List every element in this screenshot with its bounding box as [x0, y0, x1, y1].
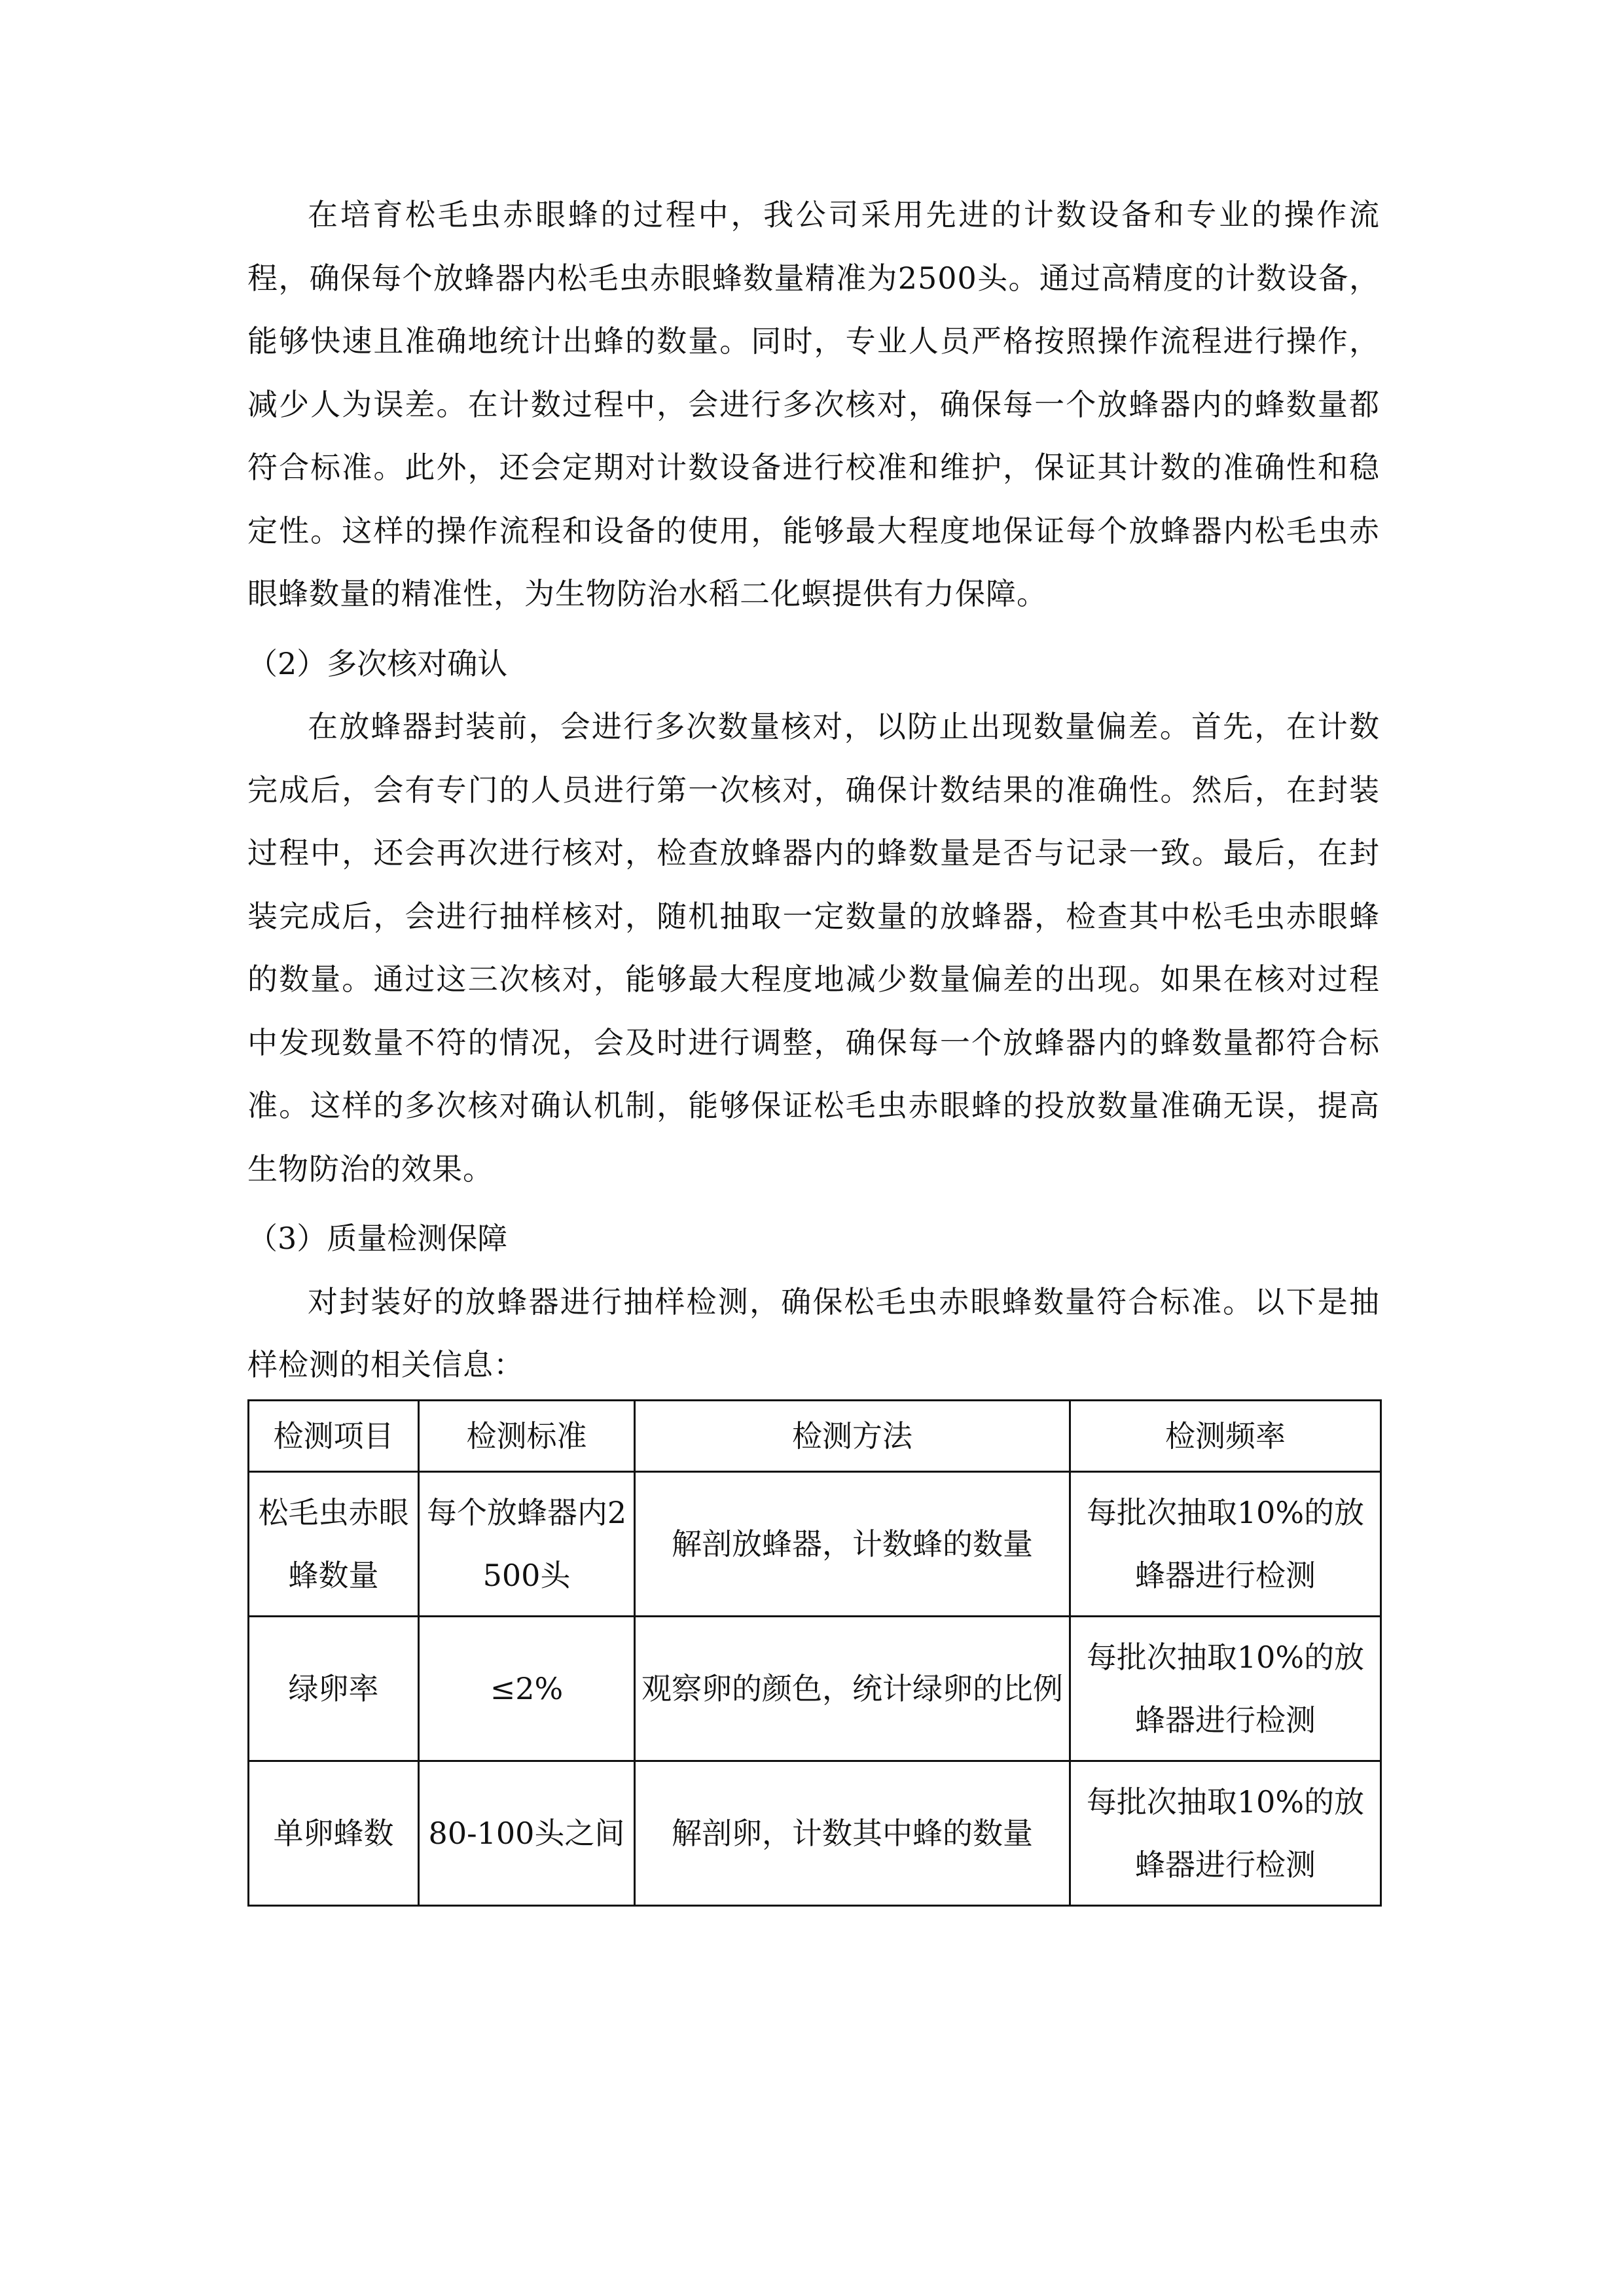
table-cell: 每批次抽取10%的放蜂器进行检测: [1070, 1761, 1381, 1905]
table-cell: 解剖放蜂器，计数蜂的数量: [635, 1471, 1070, 1616]
table-cell: 解剖卵，计数其中蜂的数量: [635, 1761, 1070, 1905]
table-row: [249, 1616, 1381, 1761]
paragraph-multiple-checks: 在放蜂器封装前，会进行多次数量核对，以防止出现数量偏差。首先，在计数完成后，会有专门的人员进行第一次核对，确保计数结果的准确性。然后，在封装过程中，还会再次进行核对，检查放蜂器内的蜂数量是否与记录一致。最后，在封装完成后，会进行抽样核对，随机抽取一定数量的放蜂器，检查其中松毛虫赤眼蜂的数量。通过这三次核对，能够最大程度地减少数量偏差的出现。如果在核对过程中发现数量不符的情况，会及时进行调整，确保每一个放蜂器内的蜂数量都符合标准。这样的多次核对确认机制，能够保证松毛虫赤眼蜂的投放数量准确无误，提高生物防治的效果。: [247, 709, 1380, 1187]
inspection-table: [247, 1399, 1382, 1907]
table-cell: 每批次抽取10%的放蜂器进行检测: [1070, 1616, 1381, 1761]
section-heading-quality-inspection: （3）质量检测保障: [247, 1221, 508, 1256]
table-cell: 每个放蜂器内2500头: [419, 1471, 635, 1616]
table-cell: 80-100头之间: [419, 1761, 635, 1905]
table-header-row: [249, 1400, 1381, 1471]
paragraph-counting-process: 在培育松毛虫赤眼蜂的过程中，我公司采用先进的计数设备和专业的操作流程，确保每个放蜂器内松毛虫赤眼蜂数量精准为2500头。通过高精度的计数设备，能够快速且准确地统计出蜂的数量。同时，专业人员严格按照操作流程进行操作，减少人为误差。在计数过程中，会进行多次核对，确保每一个放蜂器内的蜂数量都符合标准。此外，还会定期对计数设备进行校准和维护，保证其计数的准确性和稳定性。这样的操作流程和设备的使用，能够最大程度地保证每个放蜂器内松毛虫赤眼蜂数量的精准性，为生物防治水稻二化螟提供有力保障。: [247, 197, 1380, 611]
table-cell: 松毛虫赤眼蜂数量: [249, 1471, 419, 1616]
table-cell: 绿卵率: [249, 1616, 419, 1761]
table-row: [249, 1471, 1381, 1616]
section-heading-multiple-checks: （2）多次核对确认: [247, 645, 508, 681]
document-page: [247, 183, 1380, 1907]
table-cell: 观察卵的颜色，统计绿卵的比例: [635, 1616, 1070, 1761]
header-cell-item: 检测项目: [249, 1400, 419, 1471]
header-cell-standard: 检测标准: [419, 1400, 635, 1471]
table-cell: 单卵蜂数: [249, 1761, 419, 1905]
table-cell: ≤2%: [419, 1616, 635, 1761]
table-cell: 每批次抽取10%的放蜂器进行检测: [1070, 1471, 1381, 1616]
header-cell-method: 检测方法: [635, 1400, 1070, 1471]
table-row: [249, 1761, 1381, 1905]
header-cell-frequency: 检测频率: [1070, 1400, 1381, 1471]
paragraph-quality-inspection: 对封装好的放蜂器进行抽样检测，确保松毛虫赤眼蜂数量符合标准。以下是抽样检测的相关信息：: [247, 1283, 1380, 1382]
